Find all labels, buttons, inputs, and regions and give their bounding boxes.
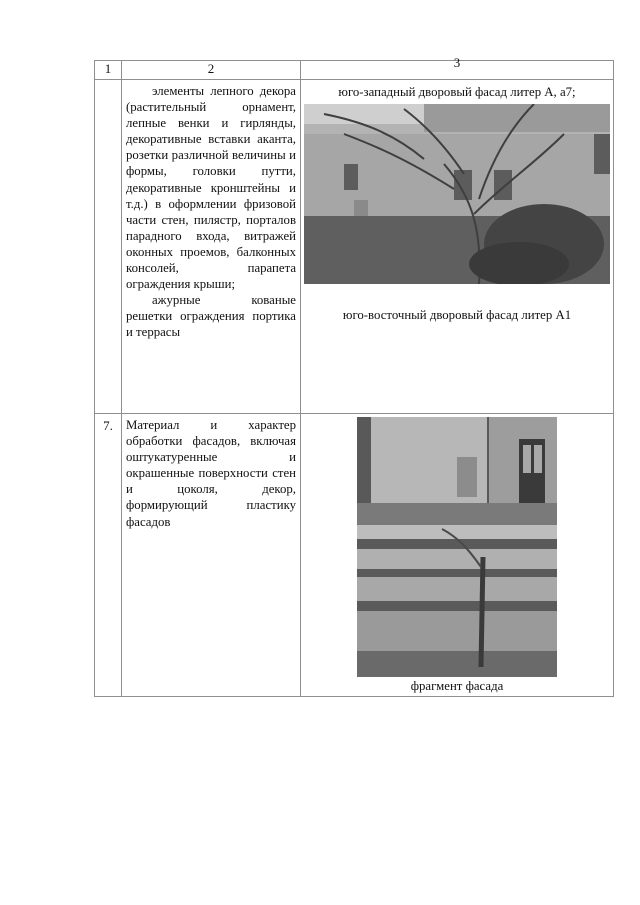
header-col-1: 1 — [95, 61, 122, 80]
header-col-3-label: 3 — [453, 55, 461, 70]
row-number: 7. — [95, 414, 122, 697]
caption-facade-fragment: фрагмент фасада — [410, 679, 504, 693]
row-description — [122, 80, 301, 414]
caption-southwest-facade: юго-западный дворовый фасад литер А, а7; — [338, 85, 576, 99]
table-row-decor — [95, 80, 614, 414]
description-paragraph-1: элементы лепного декора (растительный орнамент, лепные венки и гирлянды, декоративные вставки аканта, розетки различной величины и формы, головки путти, декоративные кронштейны и т.д.) в оформлении фризовой части стен, пилястр, порталов парадного входа, витражей оконных проемов, балконных консолей, парапета ограждения крыши; — [126, 84, 296, 292]
header-col-2: 2 — [122, 61, 301, 80]
photo-facade-fragment — [357, 417, 557, 677]
row-number — [95, 80, 122, 414]
photo-southwest-facade — [304, 104, 610, 284]
table-row-materials — [95, 414, 614, 697]
description-paragraph-2: ажурные кованые решетки ограждения портика и террасы — [126, 293, 296, 340]
caption-southeast-facade: юго-восточный дворовый фасад литер А1 — [342, 308, 572, 322]
heritage-table — [94, 55, 614, 697]
row-description: Материал и характер обработки фасадов, включая оштукатуренные и окрашенные поверхности стен и цоколя, декор, формирующий пластику фасадов — [122, 414, 301, 697]
header-col-3 — [301, 55, 614, 80]
header-row — [95, 61, 614, 80]
row-illustration — [301, 414, 614, 697]
row-illustration — [301, 80, 614, 414]
